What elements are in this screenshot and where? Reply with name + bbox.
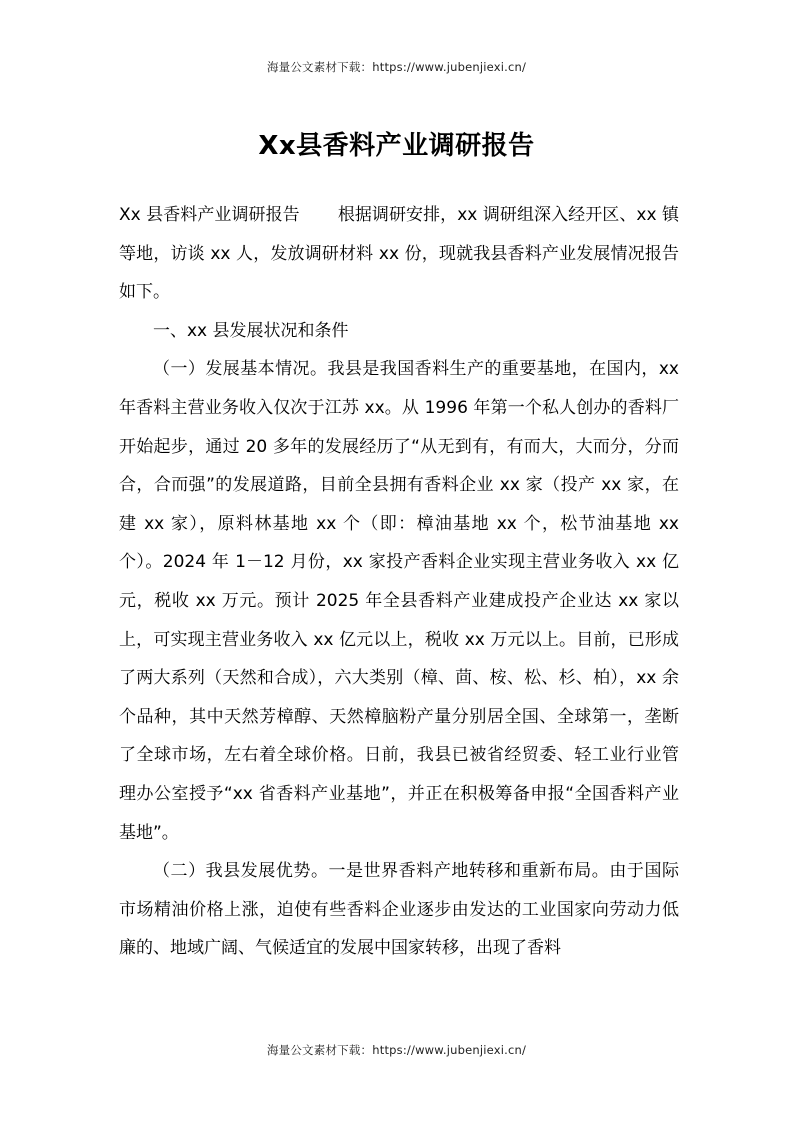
document-body [119, 196, 679, 968]
document-title: Xx县香料产业调研报告 [258, 131, 535, 161]
paragraph-advantages: （二）我县发展优势。一是世界香料产地转移和重新布局。由于国际市场精油价格上涨，迫使有些香料企业逐步由发达的工业国家向劳动力低廉的、地域广阔、气候适宜的发展中国家转移，出现了香料 [119, 861, 679, 959]
intro-text: 根据调研安排，xx 调研组深入经开区、xx 镇等地，访谈 xx 人，发放调研材料 xx 份，现就我县香料产业发展情况报告如下。 [119, 205, 679, 303]
page-footer: 海量公文素材下载：https://www.jubenjiexi.cn/ [266, 1043, 527, 1057]
section-heading: 一、xx 县发展状况和条件 [153, 320, 349, 341]
paragraph-basic-situation: （一）发展基本情况。我县是我国香料生产的重要基地，在国内，xx 年香料主营业务收入仅次于江苏 xx。从 1996 年第一个私人创办的香料厂开始起步，通过 20 多年的发展经历了“从无到有，有而大，大而分，分而合，合而强”的发展道路，目前全县拥有香料企业 xx 家（投产 xx 家，在建 xx 家），原料林基地 xx 个（即：樟油基地 xx 个，松节油基地 xx 个）。2024 年 1－12 月份，xx 家投产香料企业实现主营业务收入 xx 亿元，税收 xx 万元。预计 2025 年全县香料产业建成投产企业达 xx 家以上，可实现主营业务收入 xx 亿元以上，税收 xx 万元以上。目前，已形成了两大系列（天然和合成），六大类别（樟、茴、桉、松、杉、柏），xx 余个品种，其中天然芳樟醇、天然樟脑粉产量分别居全国、全球第一，垄断了全球市场，左右着全球价格。日前，我县已被省经贸委、轻工业行业管理办公室授予“xx 省香料产业基地”，并正在积极筹备申报“全国香料产业基地”。 [119, 359, 679, 843]
page-header: 海量公文素材下载：https://www.jubenjiexi.cn/ [266, 60, 527, 74]
intro-lead: Xx 县香料产业调研报告 [119, 205, 300, 225]
intro-paragraph [119, 196, 679, 312]
